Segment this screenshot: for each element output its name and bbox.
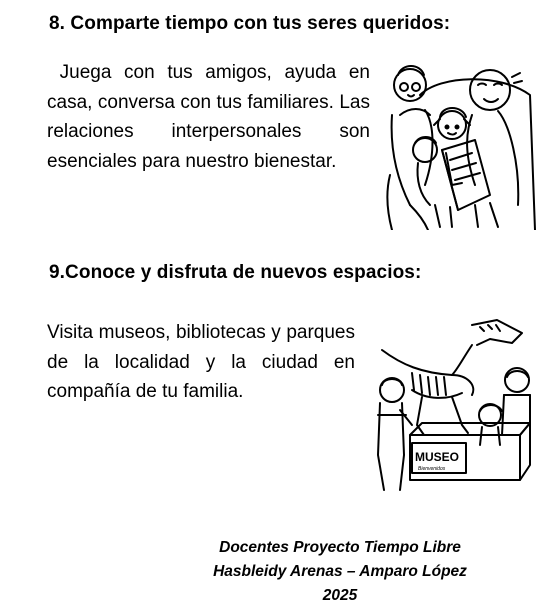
museum-visit-illustration: [372, 315, 532, 500]
section-8-paragraph: Juega con tus amigos, ayuda en casa, conversa con tus familiares. Las relaciones interpersonales son esenciales para nuestro bienestar.: [47, 62, 376, 172]
credits-line-2: Hasbleidy Arenas – Amparo López: [213, 563, 467, 580]
section-8-heading: 8. Comparte tiempo con tus seres queridos:: [49, 13, 451, 34]
credits-year: 2025: [322, 587, 358, 604]
museum-sign-subtext: Bienvenidos: [418, 466, 446, 472]
credits-line-1: Docentes Proyecto Tiempo Libre: [219, 539, 461, 556]
family-reading-illustration: [380, 55, 540, 230]
credits-block: [190, 536, 490, 608]
section-9-paragraph: Visita museos, bibliotecas y parques de la localidad y la ciudad en compañía de tu familia.: [47, 322, 355, 402]
section-9-heading: 9.Conoce y disfruta de nuevos espacios:: [49, 262, 422, 283]
museum-sign-text: MUSEO: [415, 450, 460, 464]
